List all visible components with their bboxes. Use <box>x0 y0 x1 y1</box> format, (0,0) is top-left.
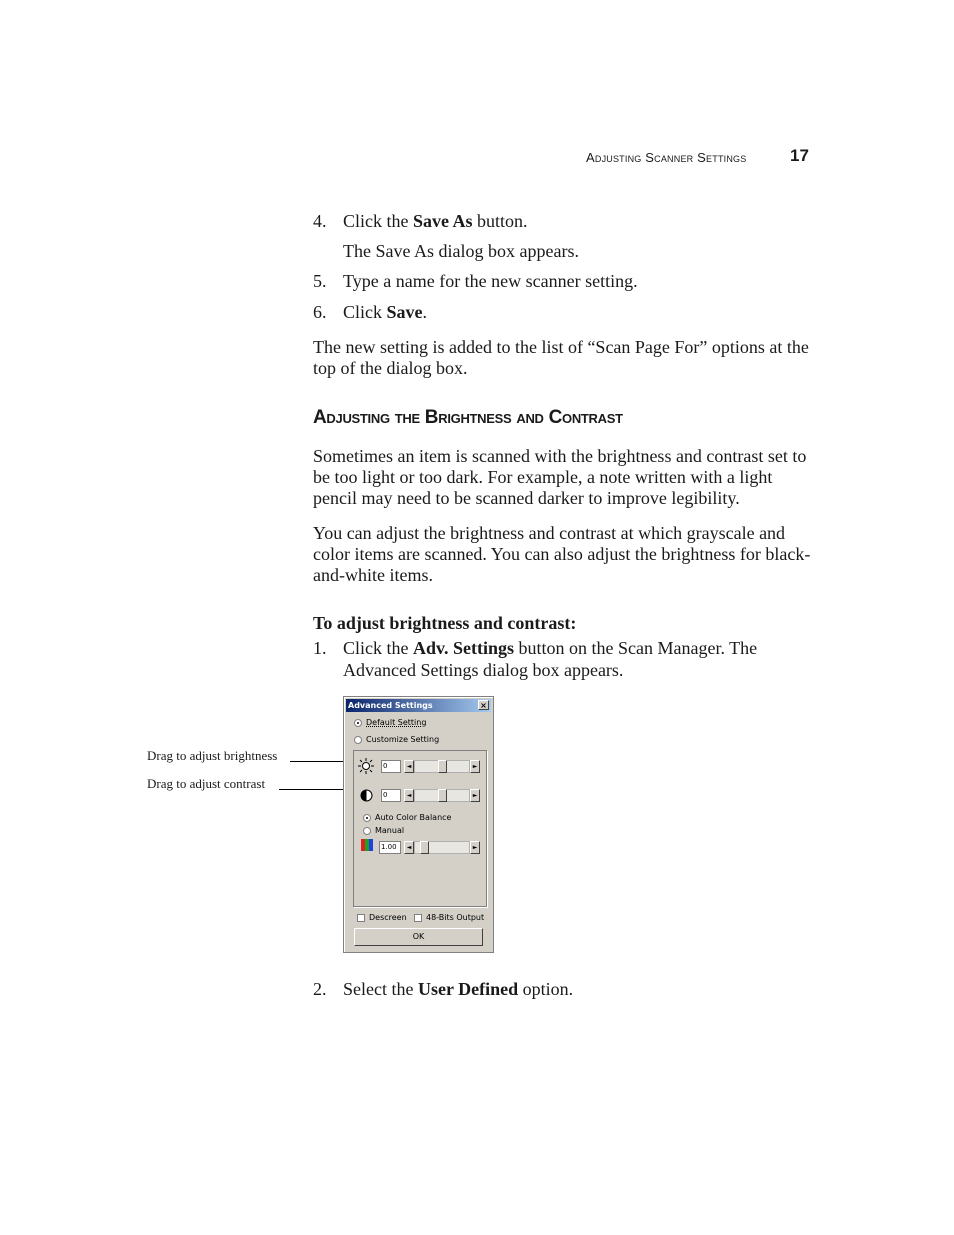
customize-setting-radio[interactable] <box>354 736 362 744</box>
dialog-title: Advanced Settings <box>348 701 433 710</box>
ok-button[interactable]: OK <box>354 928 483 946</box>
manual-radio[interactable] <box>363 827 371 835</box>
gamma-left-arrow[interactable]: ◄ <box>404 841 414 854</box>
step-4: 4. Click the Save As button. <box>313 211 528 231</box>
contrast-right-arrow[interactable]: ► <box>470 789 480 802</box>
descreen-label: Descreen <box>369 913 407 922</box>
gamma-value-field[interactable]: 1.00 <box>379 841 401 854</box>
step-4-result: The Save As dialog box appears. <box>343 241 579 261</box>
contrast-value-field[interactable]: 0 <box>381 789 401 802</box>
brightness-value-field[interactable]: 0 <box>381 760 401 773</box>
contrast-slider-thumb[interactable] <box>438 789 447 802</box>
brightness-left-arrow[interactable]: ◄ <box>404 760 414 773</box>
48-bits-output-label: 48-Bits Output <box>426 913 485 922</box>
brightness-slider-thumb[interactable] <box>438 760 447 773</box>
paragraph-new-setting: The new setting is added to the list of “Scan Page For” options at the top of the dialog box. <box>313 337 809 378</box>
48-bits-output-checkbox[interactable] <box>414 914 422 922</box>
paragraph-adjust-info: You can adjust the brightness and contrast at which grayscale and color items are scanned. You can also adjust the brightness for black-and-white items. <box>313 523 811 585</box>
advanced-settings-dialog <box>343 696 494 953</box>
default-setting-label: Default Setting <box>366 718 427 727</box>
settings-group <box>353 750 487 907</box>
customize-setting-label: Customize Setting <box>366 735 440 744</box>
step-5: 5. Type a name for the new scanner setting. <box>313 271 638 291</box>
running-header-title: Adjusting Scanner Settings <box>586 150 747 165</box>
gamma-right-arrow[interactable]: ► <box>470 841 480 854</box>
callout-brightness: Drag to adjust brightness <box>147 748 278 763</box>
descreen-checkbox[interactable] <box>357 914 365 922</box>
callout-contrast: Drag to adjust contrast <box>147 776 266 791</box>
brightness-icon <box>358 758 374 774</box>
auto-color-balance-label: Auto Color Balance <box>375 813 452 822</box>
step-6: 6. Click Save. <box>313 302 427 322</box>
gamma-slider-thumb[interactable] <box>420 841 429 854</box>
manual-label: Manual <box>375 826 405 835</box>
default-setting-radio[interactable] <box>354 719 362 727</box>
color-balance-icon <box>361 839 373 851</box>
brightness-right-arrow[interactable]: ► <box>470 760 480 773</box>
close-icon[interactable]: × <box>478 700 489 710</box>
step-2: 2. Select the User Defined option. <box>313 979 574 999</box>
page-number: 17 <box>790 146 809 165</box>
auto-color-balance-radio[interactable] <box>363 814 371 822</box>
section-heading: Adjusting the Brightness and Contrast <box>313 407 623 428</box>
paragraph-brightness-intro: Sometimes an item is scanned with the brightness and contrast set to be too light or too dark. For example, a note written with a light pencil may need to be scanned darker to improve legibility. <box>313 446 807 508</box>
procedure-title: To adjust brightness and contrast: <box>313 613 577 633</box>
contrast-icon <box>360 789 373 802</box>
contrast-left-arrow[interactable]: ◄ <box>404 789 414 802</box>
dialog-title-bar <box>346 699 491 712</box>
step-1: 1. Click the Adv. Settings button on the Scan Manager. The Advanced Settings dialog box appears. <box>313 638 758 680</box>
